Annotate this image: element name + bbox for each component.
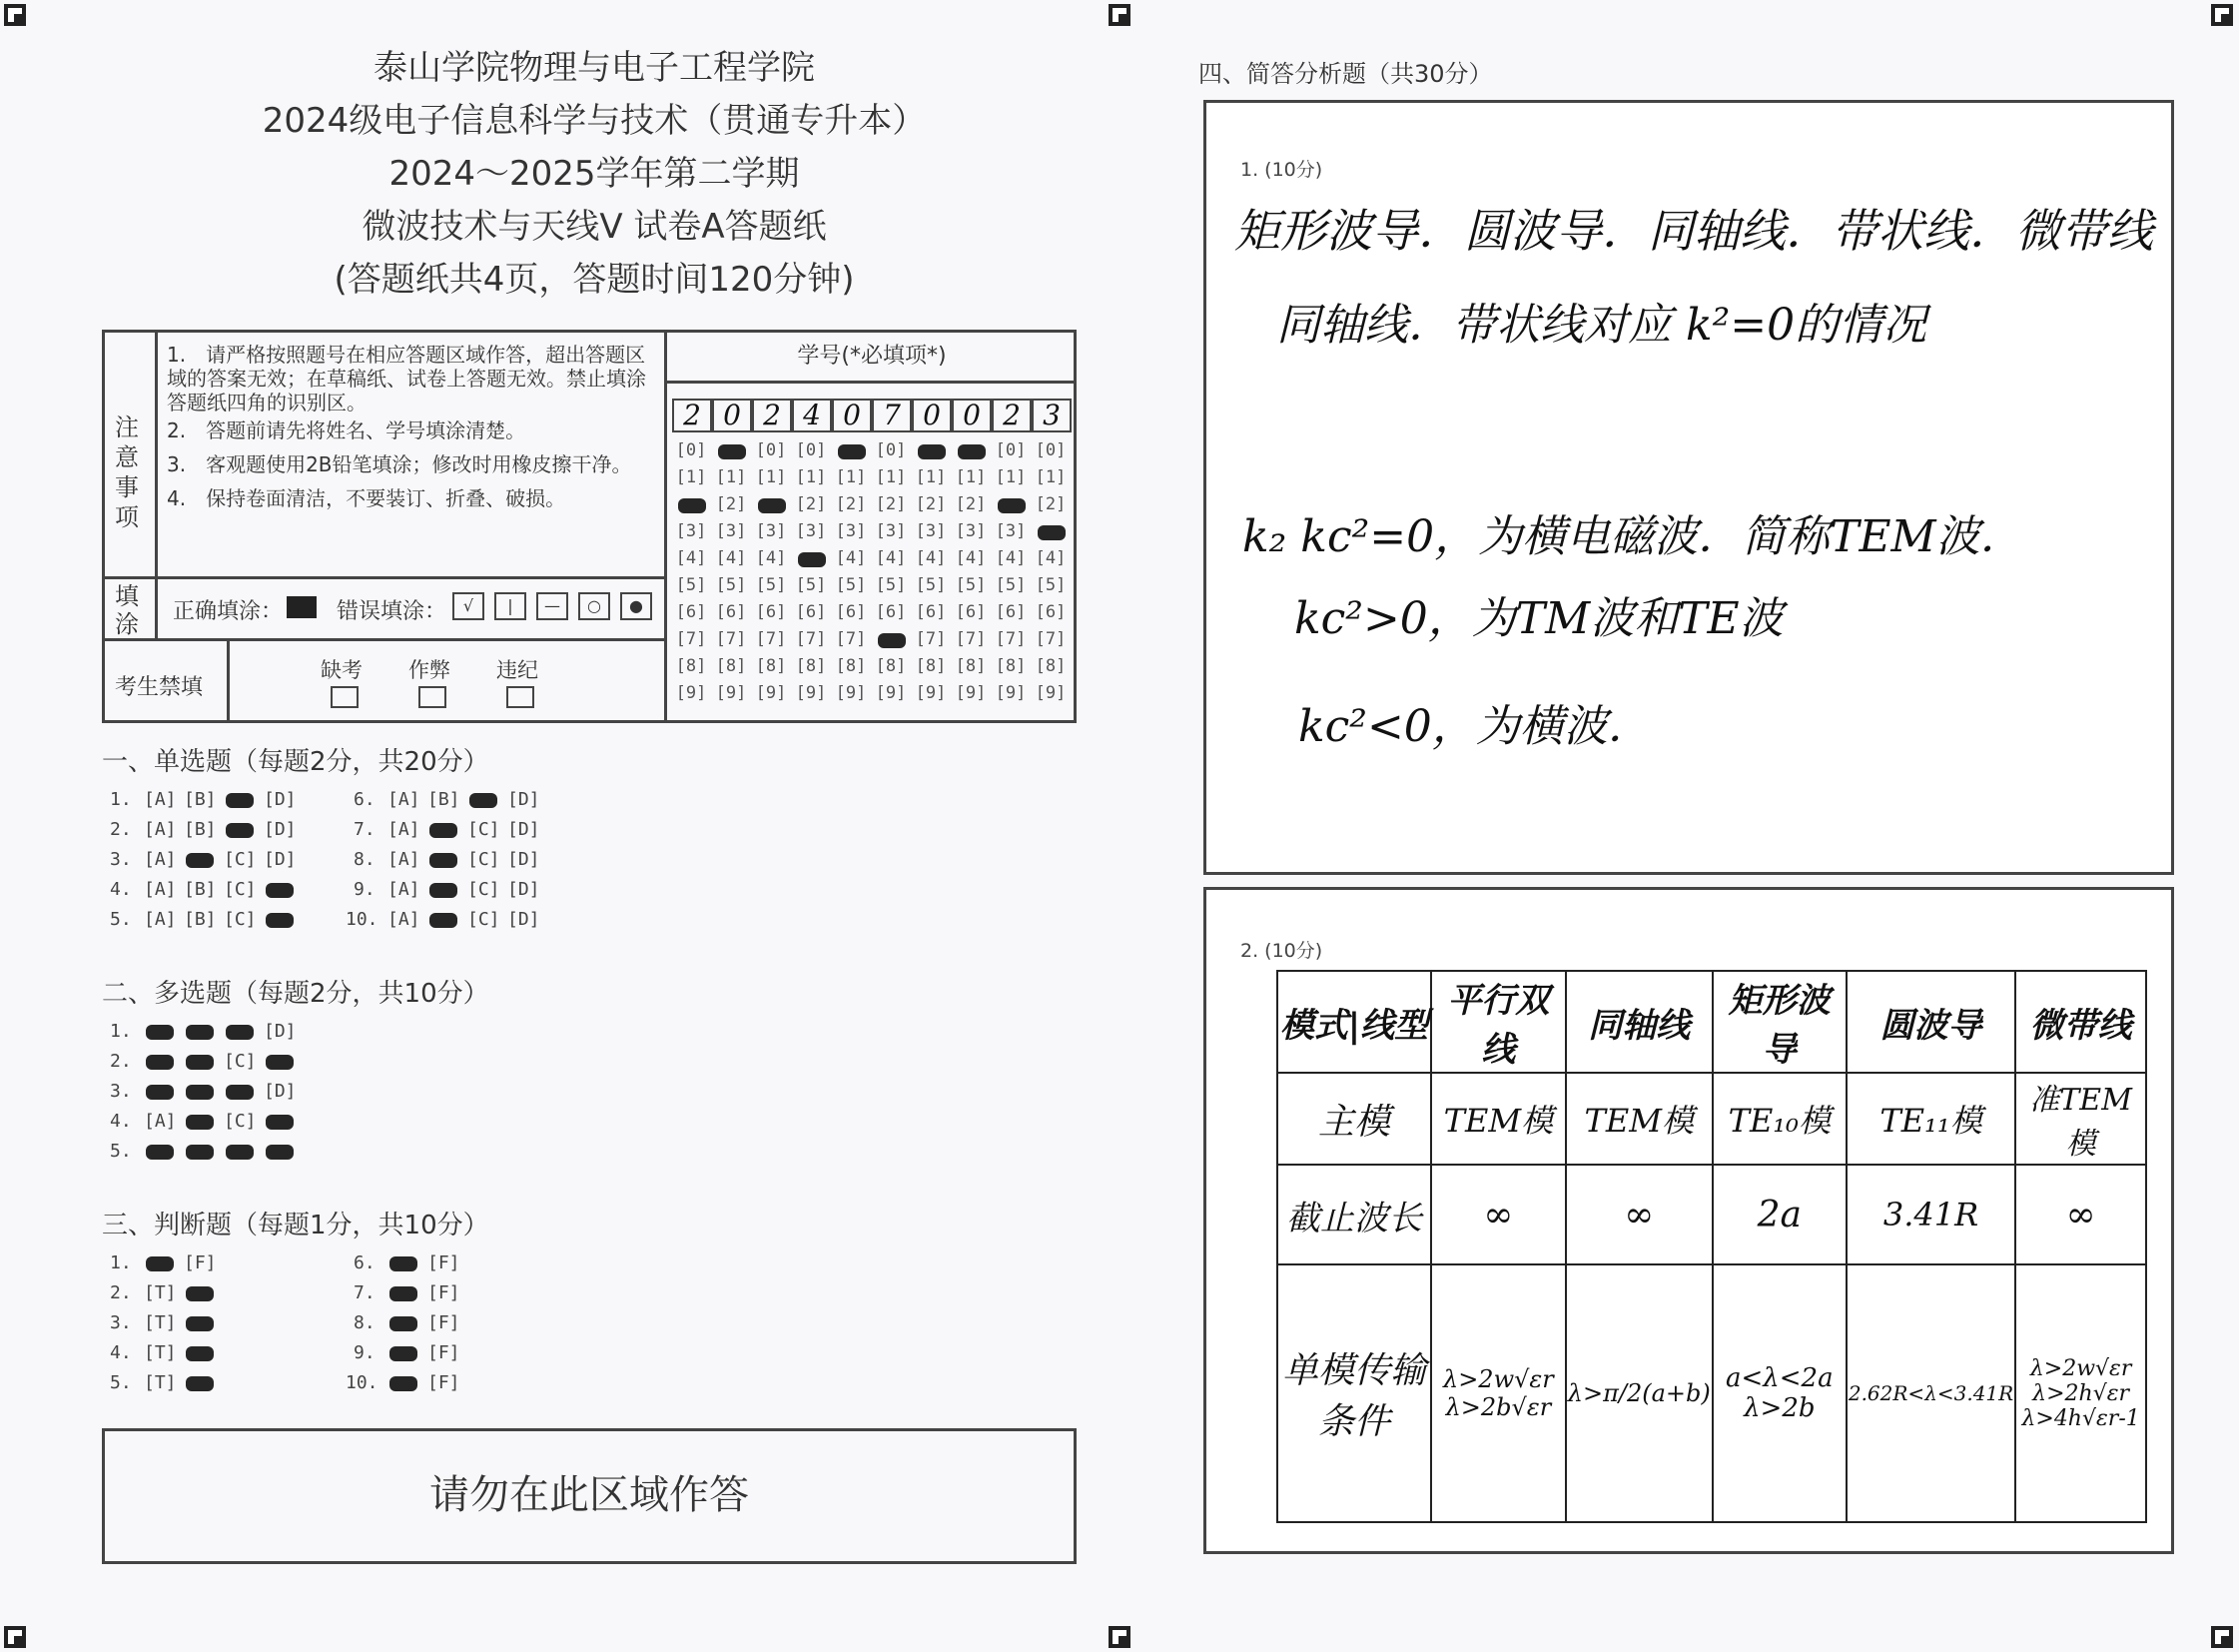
answer-bubble-filled — [469, 793, 497, 808]
answer-bubble: [T] — [144, 1372, 177, 1393]
notice-item-1: 1. 请严格按照题号在相应答题区域作答，超出答题区域的答案无效；在草稿纸、试卷上答题无效。禁止填涂答题纸四角的识别区。 — [167, 343, 646, 414]
answer-bubble: [D] — [264, 1021, 297, 1042]
answer-bubble: [A] — [144, 1111, 177, 1132]
student-id-bubble-filled — [798, 552, 826, 567]
answer-bubble-filled — [186, 1145, 214, 1160]
section1-title: 一、单选题（每题2分，共20分） — [102, 747, 489, 777]
answer-bubble: [A] — [387, 879, 420, 900]
student-id-bubble: [6] — [955, 602, 987, 622]
answer-bubble-filled — [146, 1256, 174, 1271]
student-id-bubble: [5] — [875, 575, 907, 595]
class-title: 2024级电子信息科学与技术（贯通专升本） — [262, 101, 927, 141]
wrong-fill-check: √ — [452, 592, 484, 620]
answer-bubble-filled — [226, 1145, 254, 1160]
fill-label: 填涂 — [115, 582, 139, 638]
student-id-bubble: [7] — [675, 629, 707, 649]
student-id-bubble: [8] — [915, 656, 947, 676]
student-id-bubble-filled — [678, 498, 706, 513]
question-number: 3. — [110, 1312, 132, 1333]
answer-bubble: [T] — [144, 1312, 177, 1333]
student-id-bubble: [2] — [795, 494, 827, 514]
section3-grid — [110, 1252, 709, 1402]
student-id-digits — [672, 399, 1072, 432]
student-id-bubble: [0] — [755, 440, 787, 460]
question-number: 3. — [110, 1081, 132, 1102]
answer-bubble-filled — [146, 1145, 174, 1160]
answer-bubble: [F] — [427, 1312, 460, 1333]
question-number: 9. — [354, 879, 375, 900]
student-id-bubble: [9] — [955, 683, 987, 703]
cheat-checkbox — [418, 686, 446, 708]
answer-bubble: [C] — [467, 819, 500, 840]
question-number: 5. — [110, 1141, 132, 1162]
student-id-bubbles — [672, 440, 1072, 720]
answer-bubble: [A] — [144, 849, 177, 870]
student-id-bubble: [3] — [915, 521, 947, 541]
student-id-bubble: [6] — [675, 602, 707, 622]
student-id-bubble: [1] — [715, 467, 747, 487]
table-cell: TEM模 — [1566, 1073, 1713, 1165]
answer-bubble: [F] — [427, 1252, 460, 1273]
question-number: 5. — [110, 909, 132, 930]
student-id-bubble: [4] — [955, 548, 987, 568]
notice-item-3: 3. 客观题使用2B铅笔填涂；修改时用橡皮擦干净。 — [167, 452, 632, 476]
answer-bubble-filled — [266, 1145, 294, 1160]
answer-bubble: [C] — [224, 849, 257, 870]
answer-bubble-filled — [146, 1025, 174, 1040]
table-cell: 主模 — [1277, 1073, 1431, 1165]
notice-label: 注意事项 — [115, 413, 139, 531]
answer-bubble: [A] — [387, 819, 420, 840]
student-id-digit: 4 — [792, 399, 832, 432]
section2-grid — [110, 1021, 709, 1171]
answer-bubble: [D] — [264, 789, 297, 810]
table-cell: 2.62R<λ<3.41R — [1847, 1264, 2015, 1522]
table-cell: ∞ — [2015, 1165, 2146, 1264]
student-id-bubble: [3] — [675, 521, 707, 541]
student-id-bubble-filled — [958, 444, 986, 459]
answer-bubble-filled — [266, 1115, 294, 1130]
answer-bubble-filled — [186, 1376, 214, 1391]
answer-bubble-filled — [226, 1085, 254, 1100]
answer-bubble-filled — [266, 913, 294, 928]
table-header-cell: 平行双线 — [1431, 971, 1566, 1073]
student-id-bubble: [3] — [995, 521, 1027, 541]
student-id-bubble: [1] — [995, 467, 1027, 487]
student-id-bubble: [8] — [955, 656, 987, 676]
student-id-bubble: [7] — [795, 629, 827, 649]
student-id-bubble: [3] — [955, 521, 987, 541]
answer-bubble-filled — [389, 1346, 417, 1361]
student-id-bubble: [0] — [1035, 440, 1067, 460]
student-id-bubble: [6] — [755, 602, 787, 622]
section3-title: 三、判断题（每题1分，共10分） — [102, 1211, 489, 1240]
answer-bubble: [A] — [144, 789, 177, 810]
student-id-bubble: [4] — [995, 548, 1027, 568]
answer-bubble-filled — [226, 793, 254, 808]
student-id-bubble: [2] — [835, 494, 867, 514]
section1-grid — [110, 789, 709, 939]
student-id-bubble: [0] — [875, 440, 907, 460]
corner-mark-bottom-center — [1109, 1626, 1130, 1648]
student-id-bubble: [9] — [915, 683, 947, 703]
answer-bubble: [C] — [224, 909, 257, 930]
student-id-bubble: [4] — [755, 548, 787, 568]
student-id-bubble: [1] — [955, 467, 987, 487]
student-id-bubble: [0] — [675, 440, 707, 460]
student-id-bubble: [4] — [915, 548, 947, 568]
answer-bubble-filled — [389, 1376, 417, 1391]
student-id-bubble: [6] — [875, 602, 907, 622]
student-id-bubble: [5] — [915, 575, 947, 595]
student-id-bubble: [4] — [675, 548, 707, 568]
student-id-bubble: [3] — [875, 521, 907, 541]
answer-bubble-filled — [429, 823, 457, 838]
student-id-bubble: [8] — [755, 656, 787, 676]
student-id-bubble: [2] — [915, 494, 947, 514]
q1-line-1: 矩形波导．圆波导．同轴线．带状线．微带线 — [1234, 204, 2153, 258]
student-id-bubble-filled — [1038, 525, 1066, 540]
answer-bubble-filled — [389, 1316, 417, 1331]
answer-bubble-filled — [186, 853, 214, 868]
question-number: 2. — [110, 1282, 132, 1303]
term-title: 2024～2025学年第二学期 — [388, 154, 800, 194]
student-id-label: 学号(*必填项*) — [667, 333, 1077, 384]
question-number: 1. — [110, 1021, 132, 1042]
answer-bubble: [C] — [224, 879, 257, 900]
student-id-bubble: [8] — [1035, 656, 1067, 676]
student-id-bubble: [8] — [835, 656, 867, 676]
corner-mark-top-center — [1109, 4, 1130, 26]
answer-bubble-filled — [186, 1055, 214, 1070]
student-id-bubble: [6] — [715, 602, 747, 622]
absent-label: 缺考 — [321, 658, 363, 682]
q1-line-2: 同轴线．带状线对应 k²=0的情况 — [1276, 300, 1927, 351]
question-number: 10. — [346, 1372, 378, 1393]
question-number: 3. — [110, 849, 132, 870]
wrong-fill-dot: ● — [620, 592, 652, 620]
table-header-cell: 矩形波导 — [1713, 971, 1847, 1073]
answer-bubble: [D] — [507, 819, 540, 840]
student-id-bubble: [7] — [835, 629, 867, 649]
corner-mark-top-right — [2211, 4, 2233, 26]
table-cell: a<λ<2a λ>2b — [1713, 1264, 1847, 1522]
corner-mark-bottom-left — [4, 1626, 26, 1648]
student-id-bubble: [4] — [1035, 548, 1067, 568]
student-id-bubble: [6] — [1035, 602, 1067, 622]
student-id-bubble: [6] — [795, 602, 827, 622]
student-id-bubble: [8] — [675, 656, 707, 676]
student-id-bubble: [8] — [995, 656, 1027, 676]
student-id-bubble: [5] — [715, 575, 747, 595]
answer-bubble: [D] — [507, 909, 540, 930]
answer-bubble: [A] — [144, 819, 177, 840]
table-cell: 单模传输条件 — [1277, 1264, 1431, 1522]
table-cell: 3.41R — [1847, 1165, 2015, 1264]
answer-bubble: [F] — [427, 1372, 460, 1393]
student-id-bubble: [2] — [955, 494, 987, 514]
answer-bubble: [F] — [427, 1342, 460, 1363]
section2-title: 二、多选题（每题2分，共10分） — [102, 979, 489, 1009]
wrong-fill-dash: — — [536, 592, 568, 620]
q1-line-4: kc²>0，为TM波和TE波 — [1294, 593, 1784, 644]
table-cell: ∞ — [1431, 1165, 1566, 1264]
question-number: 7. — [354, 1282, 375, 1303]
question-number: 10. — [346, 909, 378, 930]
table-cell: 截止波长 — [1277, 1165, 1431, 1264]
student-id-bubble: [9] — [675, 683, 707, 703]
answer-bubble-filled — [266, 1055, 294, 1070]
student-id-bubble: [3] — [835, 521, 867, 541]
q1-label: 1. (10分) — [1240, 159, 1323, 181]
answer-bubble: [D] — [264, 1081, 297, 1102]
question-number: 2. — [110, 819, 132, 840]
answer-bubble: [A] — [387, 789, 420, 810]
mode-comparison-table — [1276, 970, 2147, 1523]
student-id-bubble: [1] — [835, 467, 867, 487]
table-header-cell: 圆波导 — [1847, 971, 2015, 1073]
student-id-bubble: [9] — [875, 683, 907, 703]
absent-checkbox — [331, 686, 359, 708]
answer-bubble-filled — [389, 1256, 417, 1271]
student-id-bubble-filled — [718, 444, 746, 459]
corner-mark-bottom-right — [2211, 1626, 2233, 1648]
student-id-bubble: [9] — [835, 683, 867, 703]
table-cell: TE₁₀模 — [1713, 1073, 1847, 1165]
question-number: 6. — [354, 789, 375, 810]
answer-bubble: [A] — [144, 879, 177, 900]
student-id-bubble: [5] — [955, 575, 987, 595]
answer-bubble: [B] — [427, 789, 460, 810]
violation-label: 违纪 — [496, 658, 538, 682]
answer-bubble-filled — [186, 1346, 214, 1361]
answer-bubble: [D] — [507, 849, 540, 870]
student-id-bubble: [6] — [915, 602, 947, 622]
answer-bubble: [C] — [467, 879, 500, 900]
question-number: 4. — [110, 1111, 132, 1132]
answer-bubble: [B] — [184, 819, 217, 840]
exam-note: (答题纸共4页，答题时间120分钟) — [334, 260, 855, 300]
answer-bubble: [A] — [387, 909, 420, 930]
answer-bubble: [C] — [224, 1051, 257, 1072]
student-id-bubble: [1] — [795, 467, 827, 487]
student-id-bubble: [7] — [1035, 629, 1067, 649]
student-id-bubble: [5] — [795, 575, 827, 595]
question-number: 7. — [354, 819, 375, 840]
student-id-digit: 0 — [912, 399, 952, 432]
answer-bubble: [T] — [144, 1282, 177, 1303]
student-id-bubble: [2] — [715, 494, 747, 514]
answer-bubble: [B] — [184, 909, 217, 930]
student-id-bubble: [4] — [875, 548, 907, 568]
answer-bubble-filled — [389, 1286, 417, 1301]
student-id-bubble: [0] — [995, 440, 1027, 460]
q1-line-3: k₂ kc²=0，为横电磁波．简称TEM波． — [1242, 511, 2024, 562]
answer-bubble: [F] — [427, 1282, 460, 1303]
answer-bubble: [D] — [264, 819, 297, 840]
question-number: 8. — [354, 849, 375, 870]
table-cell: TE₁₁模 — [1847, 1073, 2015, 1165]
answer-bubble-filled — [146, 1085, 174, 1100]
answer-bubble-filled — [186, 1025, 214, 1040]
answer-bubble-filled — [429, 883, 457, 898]
correct-fill-label: 正确填涂： — [173, 599, 284, 624]
question-number: 5. — [110, 1372, 132, 1393]
notice-item-4: 4. 保持卷面清洁，不要装订、折叠、破损。 — [167, 486, 566, 510]
student-id-bubble: [9] — [755, 683, 787, 703]
answer-bubble: [D] — [507, 879, 540, 900]
student-id-bubble-filled — [758, 498, 786, 513]
table-cell: ∞ — [1566, 1165, 1713, 1264]
info-box — [102, 330, 1077, 723]
table-header-cell: 模式|线型 — [1277, 971, 1431, 1073]
student-id-bubble: [4] — [835, 548, 867, 568]
student-id-bubble: [1] — [755, 467, 787, 487]
answer-bubble-filled — [429, 853, 457, 868]
student-id-digit: 0 — [952, 399, 992, 432]
student-id-bubble: [5] — [1035, 575, 1067, 595]
student-id-bubble: [5] — [675, 575, 707, 595]
student-id-bubble: [7] — [915, 629, 947, 649]
student-id-bubble: [5] — [995, 575, 1027, 595]
answer-bubble-filled — [429, 913, 457, 928]
table-cell: 准TEM模 — [2015, 1073, 2146, 1165]
student-id-bubble: [9] — [995, 683, 1027, 703]
student-id-bubble: [3] — [715, 521, 747, 541]
student-id-bubble: [9] — [795, 683, 827, 703]
table-header-row — [1277, 971, 2146, 1073]
student-id-bubble: [5] — [755, 575, 787, 595]
cheat-label: 作弊 — [408, 658, 450, 682]
correct-fill-sample — [287, 596, 317, 618]
student-id-bubble: [3] — [755, 521, 787, 541]
wrong-fill-label: 错误填涂： — [337, 599, 447, 624]
student-id-bubble: [4] — [715, 548, 747, 568]
answer-bubble: [T] — [144, 1342, 177, 1363]
answer-bubble: [A] — [387, 849, 420, 870]
student-id-bubble-filled — [998, 498, 1026, 513]
student-id-digit: 2 — [992, 399, 1032, 432]
answer-bubble: [A] — [144, 909, 177, 930]
violation-checkbox — [506, 686, 534, 708]
student-id-bubble: [0] — [795, 440, 827, 460]
question-number: 4. — [110, 879, 132, 900]
student-id-digit: 0 — [832, 399, 872, 432]
table-header-cell: 微带线 — [2015, 971, 2146, 1073]
student-id-bubble-filled — [838, 444, 866, 459]
student-id-bubble: [8] — [795, 656, 827, 676]
answer-bubble: [D] — [507, 789, 540, 810]
q1-line-5: kc²<0，为横波． — [1298, 701, 1652, 752]
student-id-bubble: [5] — [835, 575, 867, 595]
question-number: 1. — [110, 1252, 132, 1273]
student-id-bubble: [7] — [755, 629, 787, 649]
student-id-bubble-filled — [878, 633, 906, 648]
q1-answer-box — [1203, 100, 2174, 875]
q2-label: 2. (10分) — [1240, 940, 1323, 962]
exam-title: 微波技术与天线Ⅴ 试卷A答题纸 — [362, 207, 827, 247]
q2-answer-box — [1203, 887, 2174, 1554]
table-cell: λ>π/2(a+b) — [1566, 1264, 1713, 1522]
student-id-bubble: [1] — [875, 467, 907, 487]
student-id-digit: 2 — [752, 399, 792, 432]
answer-bubble: [C] — [467, 849, 500, 870]
student-id-bubble: [1] — [915, 467, 947, 487]
question-number: 4. — [110, 1342, 132, 1363]
table-cell: TEM模 — [1431, 1073, 1566, 1165]
student-id-bubble: [9] — [715, 683, 747, 703]
answer-bubble: [D] — [264, 849, 297, 870]
answer-bubble-filled — [146, 1055, 174, 1070]
question-number: 1. — [110, 789, 132, 810]
school-title: 泰山学院物理与电子工程学院 — [373, 48, 815, 88]
question-number: 2. — [110, 1051, 132, 1072]
notice-item-2: 2. 答题前请先将姓名、学号填涂清楚。 — [167, 418, 526, 442]
student-id-bubble: [8] — [715, 656, 747, 676]
student-id-bubble: [7] — [955, 629, 987, 649]
answer-bubble-filled — [186, 1286, 214, 1301]
student-id-digit: 3 — [1032, 399, 1072, 432]
student-id-bubble: [2] — [875, 494, 907, 514]
student-id-bubble-filled — [918, 444, 946, 459]
question-number: 6. — [354, 1252, 375, 1273]
question-number: 9. — [354, 1342, 375, 1363]
answer-bubble: [C] — [224, 1111, 257, 1132]
table-row — [1277, 1073, 2146, 1165]
table-cell: λ>2w√εr λ>2b√εr — [1431, 1264, 1566, 1522]
answer-bubble: [F] — [184, 1252, 217, 1273]
student-id-digit: 7 — [872, 399, 912, 432]
student-id-digit: 2 — [672, 399, 712, 432]
student-id-bubble: [9] — [1035, 683, 1067, 703]
table-row — [1277, 1264, 2146, 1522]
answer-bubble: [C] — [467, 909, 500, 930]
student-id-bubble: [3] — [795, 521, 827, 541]
student-id-bubble: [6] — [835, 602, 867, 622]
student-id-digit: 0 — [712, 399, 752, 432]
table-cell: 2a — [1713, 1165, 1847, 1264]
no-answer-zone: 请勿在此区域作答 — [102, 1428, 1077, 1564]
table-cell: λ>2w√εr λ>2h√εr λ>4h√εr-1 — [2015, 1264, 2146, 1522]
table-header-cell: 同轴线 — [1566, 971, 1713, 1073]
wrong-fill-circle: ○ — [578, 592, 610, 620]
student-id-bubble: [7] — [995, 629, 1027, 649]
answer-bubble-filled — [226, 823, 254, 838]
student-id-bubble: [1] — [675, 467, 707, 487]
student-id-bubble: [7] — [715, 629, 747, 649]
student-id-bubble: [1] — [1035, 467, 1067, 487]
notice-list — [167, 343, 646, 510]
answer-bubble: [B] — [184, 789, 217, 810]
corner-mark-top-left — [4, 4, 26, 26]
answer-bubble-filled — [186, 1115, 214, 1130]
answer-bubble-filled — [186, 1085, 214, 1100]
answer-bubble-filled — [226, 1025, 254, 1040]
wrong-fill-bar: | — [494, 592, 526, 620]
answer-bubble: [B] — [184, 879, 217, 900]
student-id-bubble: [8] — [875, 656, 907, 676]
wrong-fill-samples — [452, 592, 652, 620]
forbidden-label: 考生禁填 — [115, 675, 204, 700]
student-id-bubble: [6] — [995, 602, 1027, 622]
table-row — [1277, 1165, 2146, 1264]
answer-bubble-filled — [186, 1316, 214, 1331]
student-id-bubble: [2] — [1035, 494, 1067, 514]
section4-title: 四、简答分析题（共30分） — [1198, 60, 1493, 88]
answer-bubble-filled — [266, 883, 294, 898]
question-number: 8. — [354, 1312, 375, 1333]
